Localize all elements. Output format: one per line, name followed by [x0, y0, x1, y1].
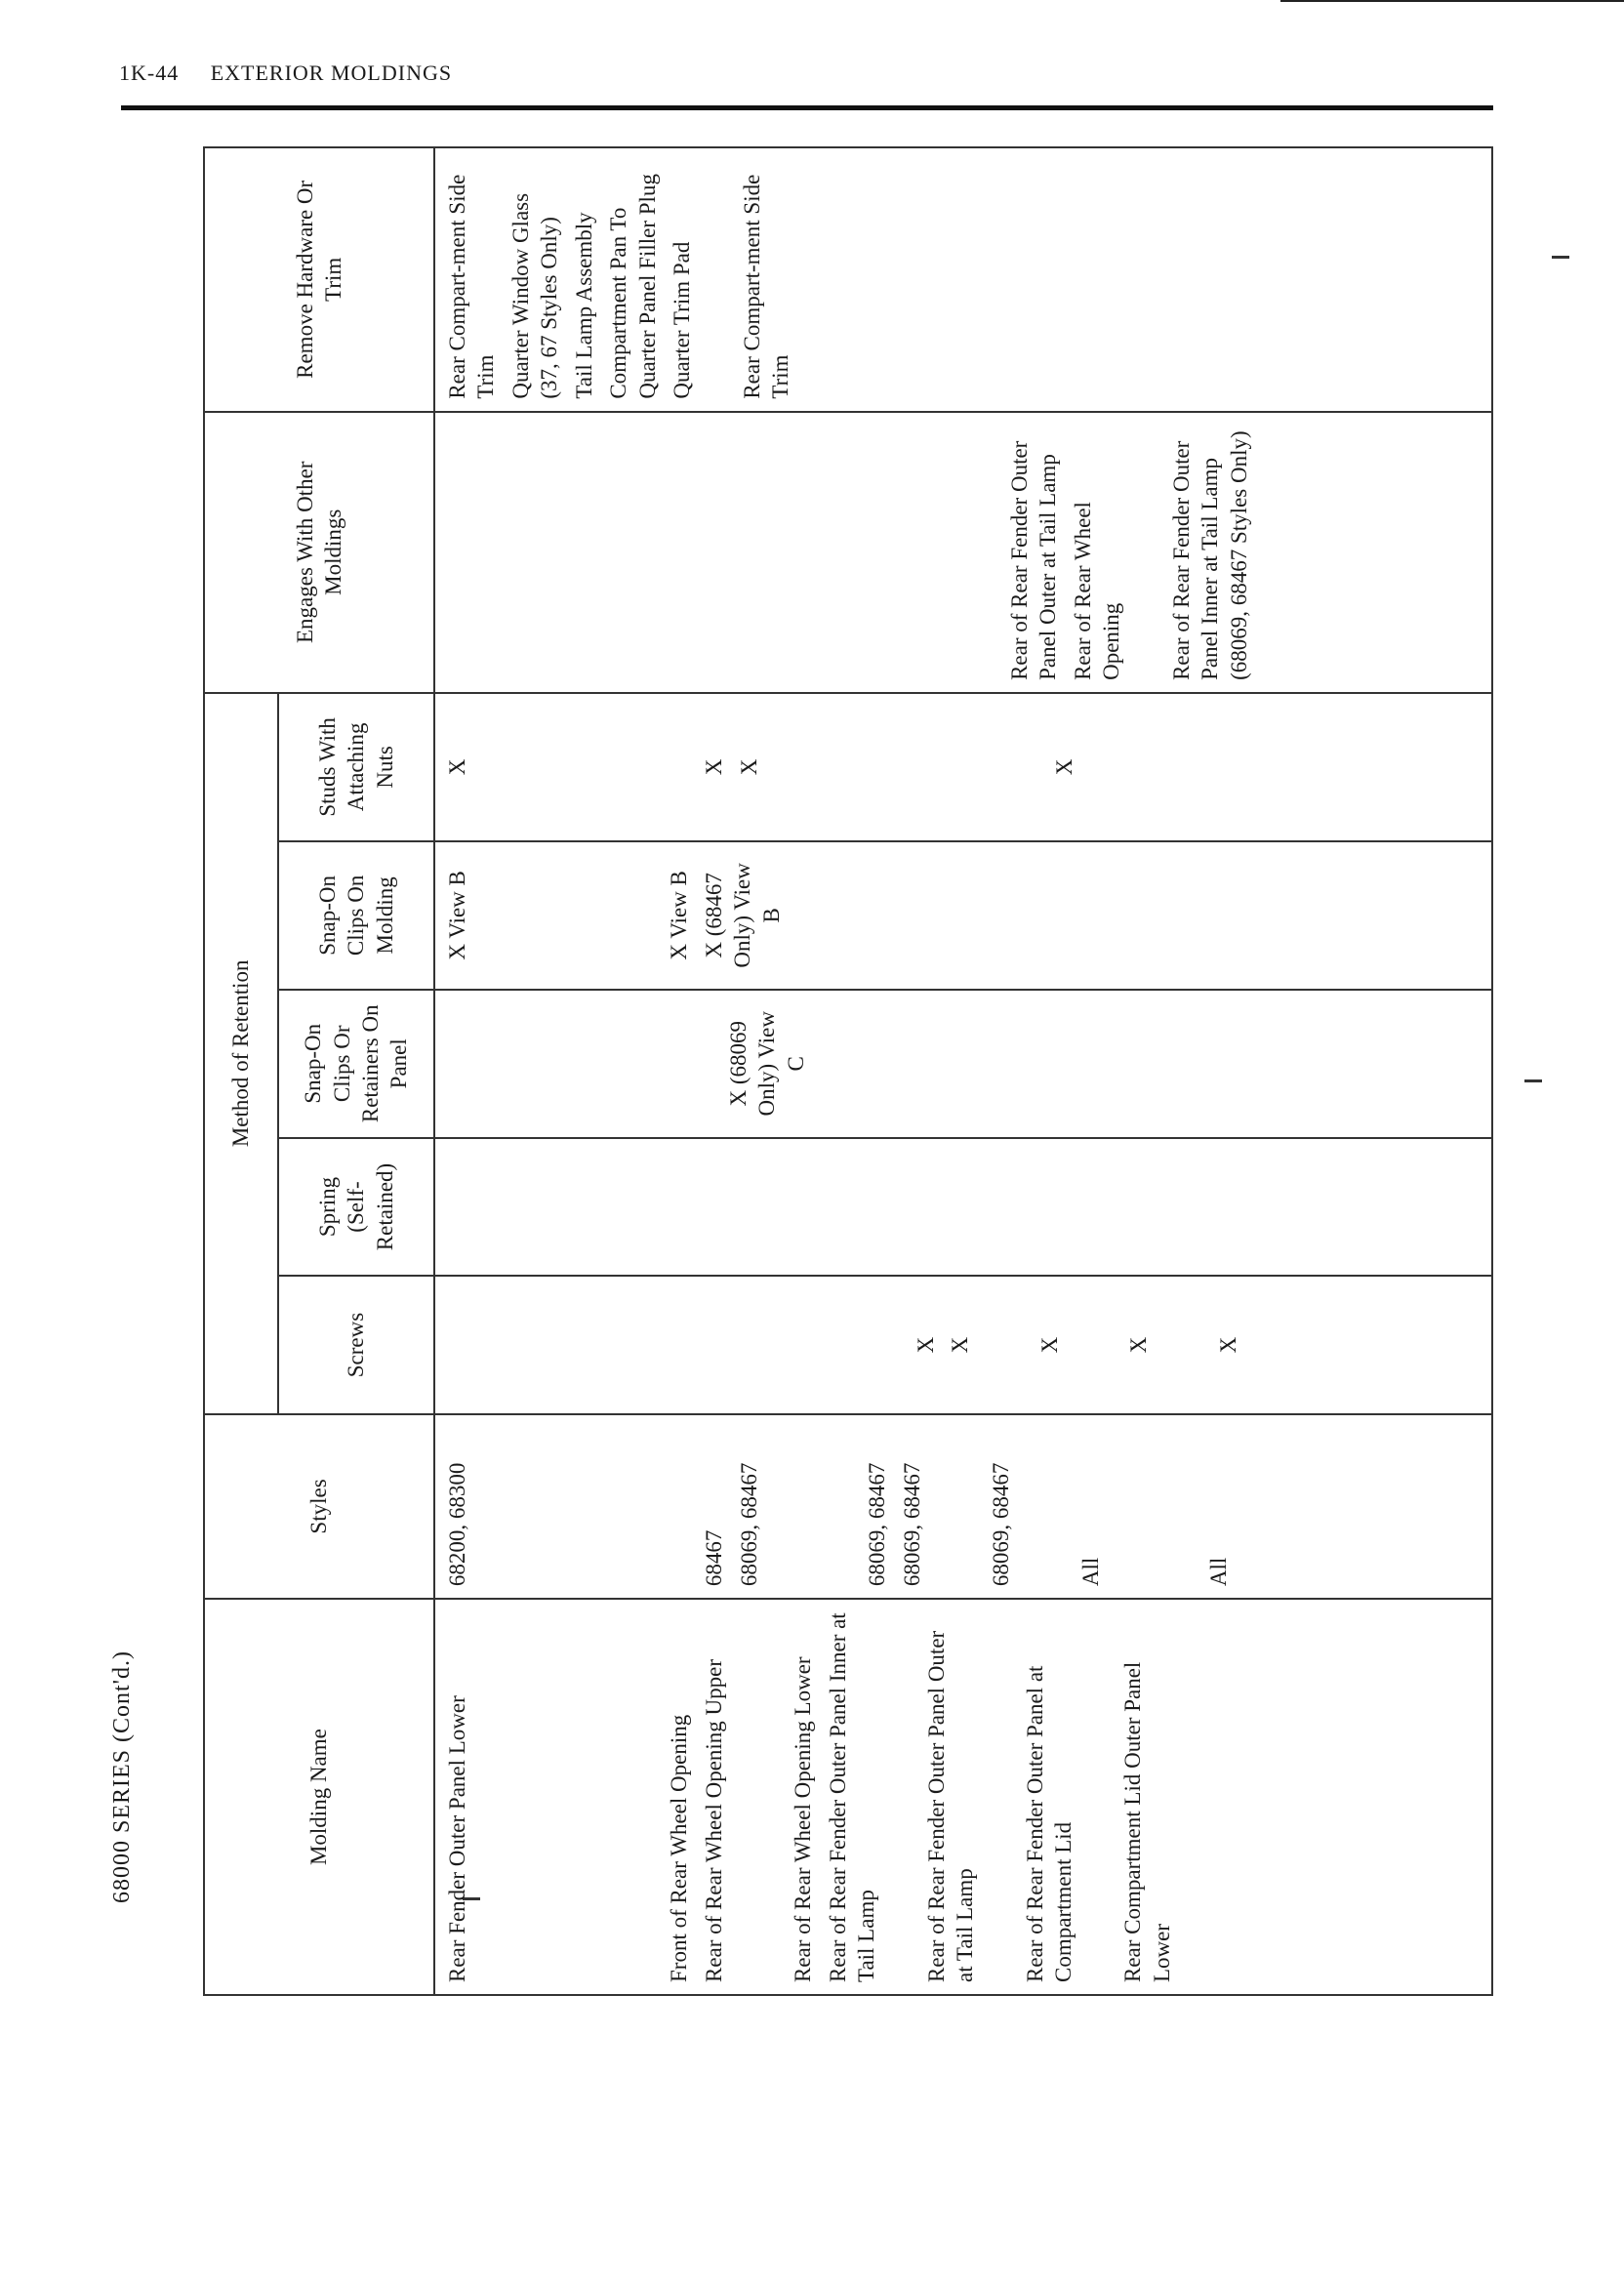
col-header-engages: Engages With Other Moldings	[204, 412, 434, 693]
studs-mark: X	[1052, 758, 1077, 776]
snap-on-panel-mark: X (68069 Only) View C	[726, 1011, 808, 1117]
molding-name: Rear of Rear Wheel Opening Upper	[701, 1658, 726, 1982]
engages-column	[434, 412, 1492, 693]
snap-on-molding-column	[434, 841, 1492, 990]
remove-column	[434, 147, 1492, 412]
molding-name: Rear of Rear Fender Outer Panel at Compartment Lid	[1022, 1665, 1076, 1982]
page-number: 1K-44	[119, 61, 180, 85]
col-header-method-of-retention: Method of Retention	[204, 693, 278, 1414]
studs-mark: X	[445, 758, 469, 776]
snap-on-panel-column	[434, 990, 1492, 1138]
molding-name: Front of Rear Wheel Opening	[667, 1714, 692, 1982]
molding-name: Rear of Rear Wheel Opening Lower	[791, 1656, 816, 1982]
margin-mark	[1524, 1079, 1542, 1082]
engages-value: Rear of Rear Wheel Opening	[1070, 502, 1124, 680]
remove-value: Quarter Trim Pad	[670, 241, 695, 399]
studs-mark: X	[702, 758, 727, 776]
studs-column	[434, 693, 1492, 841]
molding-retention-table	[203, 146, 1493, 1996]
remove-value: Rear Compart-ment Side Trim	[445, 174, 499, 399]
styles-value: 68069, 68467	[865, 1462, 890, 1587]
screws-column	[434, 1276, 1492, 1414]
remove-value: Quarter Window Glass (37, 67 Styles Only)	[508, 192, 562, 399]
remove-value: Compartment Pan To Quarter Panel Filler Plug	[606, 174, 660, 399]
styles-value: 68467	[702, 1529, 727, 1587]
rotated-table-page	[105, 156, 1491, 2011]
col-header-snap-on-molding: Snap-On Clips On Molding	[278, 841, 434, 990]
molding-name-column	[434, 1599, 1492, 1995]
screws-mark: X	[1036, 1336, 1062, 1354]
styles-value: 68069, 68467	[899, 1462, 924, 1587]
remove-value: Rear Compart-ment Side Trim	[739, 174, 792, 399]
engages-value: Rear of Rear Fender Outer Panel Outer at Tail Lamp	[1007, 440, 1061, 680]
section-title: EXTERIOR MOLDINGS	[210, 61, 453, 85]
table-body-row	[434, 147, 1492, 1995]
top-edge-rule	[1280, 0, 1624, 2]
snap-on-molding-mark: X View B	[445, 871, 469, 960]
molding-name: Rear Compartment Lid Outer Panel Lower	[1120, 1661, 1174, 1982]
col-header-styles: Styles	[204, 1414, 434, 1599]
screws-mark: X	[1126, 1336, 1152, 1354]
col-header-snap-on-panel: Snap-On Clips Or Retainers On Panel	[278, 990, 434, 1138]
col-header-remove: Remove Hardware Or Trim	[204, 147, 434, 412]
spring-column	[434, 1138, 1492, 1277]
molding-name: Rear Fender Outer Panel Lower	[445, 1695, 469, 1982]
margin-mark	[1552, 256, 1569, 259]
screws-mark: X	[948, 1336, 973, 1354]
col-header-studs: Studs With Attaching Nuts	[278, 693, 434, 841]
col-header-spring: Spring (Self-Retained)	[278, 1138, 434, 1277]
studs-mark: X	[736, 758, 761, 776]
styles-value: 68200, 68300	[445, 1462, 469, 1587]
header-rule	[121, 105, 1493, 110]
header-row-group	[204, 147, 278, 1995]
screws-mark: X	[914, 1336, 938, 1354]
engages-value: Rear of Rear Fender Outer Panel Inner at Tail Lamp (68069, 68467 Styles Only)	[1168, 430, 1251, 680]
col-header-screws: Screws	[278, 1276, 434, 1414]
snap-on-molding-mark: X View B	[667, 871, 692, 960]
styles-value: 68069, 68467	[989, 1462, 1014, 1587]
page-header	[119, 61, 452, 86]
remove-value: Tail Lamp Assembly	[571, 212, 596, 399]
styles-value: All	[1077, 1557, 1103, 1587]
molding-name: Rear of Rear Fender Outer Panel Inner at Tail Lamp	[825, 1612, 879, 1982]
styles-value: All	[1206, 1557, 1232, 1587]
molding-name: Rear of Rear Fender Outer Panel Outer at Tail Lamp	[923, 1630, 978, 1982]
snap-on-molding-mark: X (68467 Only) View B	[701, 863, 784, 968]
col-header-molding-name: Molding Name	[204, 1599, 434, 1995]
series-title: 68000 SERIES (Cont'd.)	[109, 1650, 135, 1903]
screws-mark: X	[1215, 1336, 1240, 1354]
styles-value: 68069, 68467	[736, 1462, 761, 1587]
styles-column	[434, 1414, 1492, 1599]
